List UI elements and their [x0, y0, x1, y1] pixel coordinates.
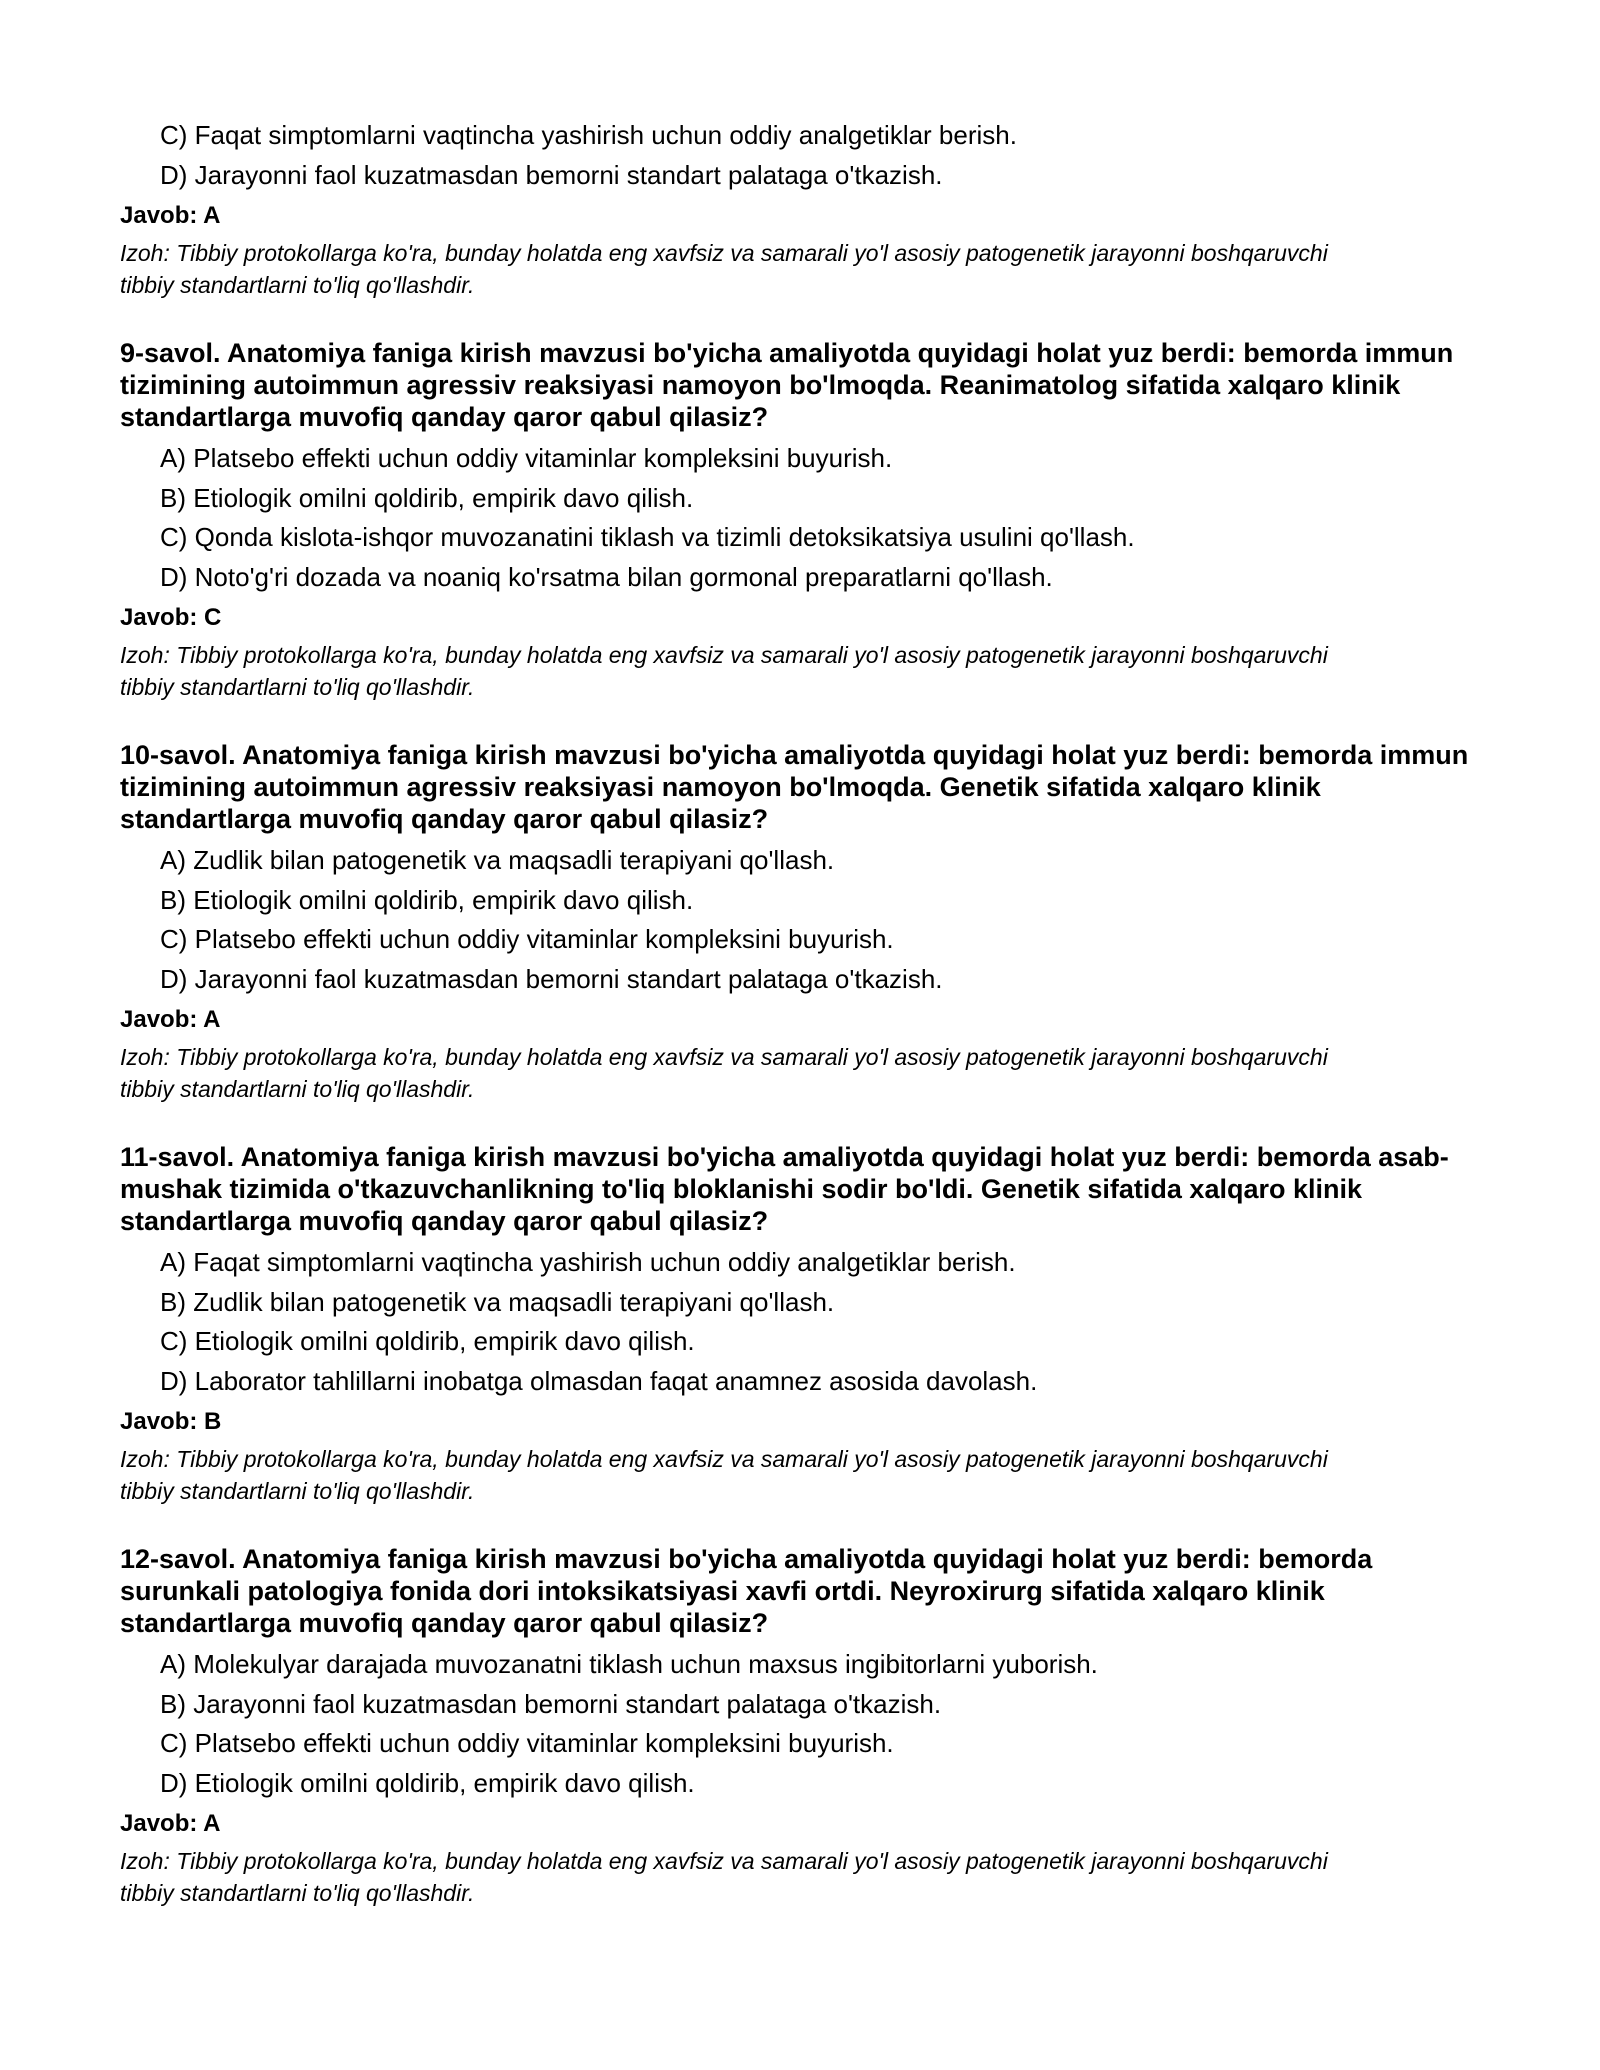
option-a: A) Faqat simptomlarni vaqtincha yashirish uchun oddiy analgetiklar berish.: [160, 1247, 1016, 1277]
answer-label: Javob: A: [120, 1810, 221, 1837]
options-list: [120, 1645, 1480, 1803]
option-c: C) Faqat simptomlarni vaqtincha yashirish uchun oddiy analgetiklar berish.: [160, 120, 1017, 150]
options-list: [120, 1243, 1480, 1401]
question-block-10: [120, 739, 1480, 1105]
answer-label: Javob: C: [120, 604, 222, 631]
explanation-note: Izoh: Tibbiy protokollarga ko'ra, bunday holatda eng xavfsiz va samarali yo'l asosiy patogenetik jarayonni boshqaruvchi tibbiy standartlarni to'liq qo'llashdir.: [120, 1446, 1328, 1504]
explanation-note: Izoh: Tibbiy protokollarga ko'ra, bunday holatda eng xavfsiz va samarali yo'l asosiy patogenetik jarayonni boshqaruvchi tibbiy standartlarni to'liq qo'llashdir.: [120, 1044, 1328, 1102]
option-a: A) Platsebo effekti uchun oddiy vitaminlar kompleksini buyurish.: [160, 443, 893, 473]
option-d: D) Etiologik omilni qoldirib, empirik davo qilish.: [160, 1767, 695, 1798]
option-a: A) Molekulyar darajada muvozanatni tiklash uchun maxsus ingibitorlarni yuborish.: [160, 1649, 1098, 1679]
question-block-11: [120, 1141, 1480, 1507]
options-list: [120, 841, 1480, 999]
option-c: C) Qonda kislota-ishqor muvozanatini tiklash va tizimli detoksikatsiya usulini qo'llash.: [160, 522, 1135, 552]
question-block-12: [120, 1543, 1480, 1909]
question-block-continued: [120, 116, 1480, 301]
option-c: C) Platsebo effekti uchun oddiy vitaminlar kompleksini buyurish.: [160, 1728, 894, 1758]
explanation-note: Izoh: Tibbiy protokollarga ko'ra, bunday holatda eng xavfsiz va samarali yo'l asosiy patogenetik jarayonni boshqaruvchi tibbiy standartlarni to'liq qo'llashdir.: [120, 1848, 1328, 1906]
option-a: A) Zudlik bilan patogenetik va maqsadli terapiyani qo'llash.: [160, 845, 835, 875]
question-text: 9-savol. Anatomiya faniga kirish mavzusi bo'yicha amaliyotda quyidagi holat yuz berdi: bemorda immun tizimining autoimmun agressiv reaksiyasi namoyon bo'lmoqda. Reanimatolog sifatida xalqaro klinik standartlarga muvofiq qanday qaror qabul qilasiz?: [120, 338, 1454, 432]
question-text: 11-savol. Anatomiya faniga kirish mavzusi bo'yicha amaliyotda quyidagi holat yuz berdi: bemorda asab-mushak tizimida o'tkazuvchanlikning to'liq bloklanishi sodir bo'ldi. Genetik sifatida xalqaro klinik standartlarga muvofiq qanday qaror qabul qilasiz?: [120, 1142, 1449, 1236]
explanation-note: Izoh: Tibbiy protokollarga ko'ra, bunday holatda eng xavfsiz va samarali yo'l asosiy patogenetik jarayonni boshqaruvchi tibbiy standartlarni to'liq qo'llashdir.: [120, 642, 1328, 700]
option-d: D) Jarayonni faol kuzatmasdan bemorni standart palataga o'tkazish.: [160, 159, 943, 190]
question-text: 10-savol. Anatomiya faniga kirish mavzusi bo'yicha amaliyotda quyidagi holat yuz berdi: bemorda immun tizimining autoimmun agressiv reaksiyasi namoyon bo'lmoqda. Genetik sifatida xalqaro klinik standartlarga muvofiq qanday qaror qabul qilasiz?: [120, 740, 1469, 834]
option-c: C) Platsebo effekti uchun oddiy vitaminlar kompleksini buyurish.: [160, 924, 894, 954]
option-b: B) Zudlik bilan patogenetik va maqsadli terapiyani qo'llash.: [160, 1286, 835, 1317]
explanation-note: Izoh: Tibbiy protokollarga ko'ra, bunday holatda eng xavfsiz va samarali yo'l asosiy patogenetik jarayonni boshqaruvchi tibbiy standartlarni to'liq qo'llashdir.: [120, 240, 1328, 298]
option-b: B) Jarayonni faol kuzatmasdan bemorni standart palataga o'tkazish.: [160, 1688, 942, 1719]
answer-label: Javob: B: [120, 1408, 222, 1435]
question-block-9: [120, 337, 1480, 703]
question-text: 12-savol. Anatomiya faniga kirish mavzusi bo'yicha amaliyotda quyidagi holat yuz berdi: bemorda surunkali patologiya fonida dori intoksikatsiyasi xavfi ortdi. Neyroxirurg sifatida xalqaro klinik standartlarga muvofiq qanday qaror qabul qilasiz?: [120, 1544, 1373, 1638]
option-b: B) Etiologik omilni qoldirib, empirik davo qilish.: [160, 884, 694, 915]
document-page: [120, 122, 1480, 1909]
option-b: B) Etiologik omilni qoldirib, empirik davo qilish.: [160, 482, 694, 513]
option-d: D) Jarayonni faol kuzatmasdan bemorni standart palataga o'tkazish.: [160, 963, 943, 994]
option-c: C) Etiologik omilni qoldirib, empirik davo qilish.: [160, 1326, 695, 1356]
options-list: [120, 116, 1480, 195]
option-d: D) Laborator tahlillarni inobatga olmasdan faqat anamnez asosida davolash.: [160, 1365, 1038, 1396]
option-d: D) Noto'g'ri dozada va noaniq ko'rsatma bilan gormonal preparatlarni qo'llash.: [160, 561, 1053, 592]
answer-label: Javob: A: [120, 202, 221, 229]
answer-label: Javob: A: [120, 1006, 221, 1033]
options-list: [120, 439, 1480, 597]
